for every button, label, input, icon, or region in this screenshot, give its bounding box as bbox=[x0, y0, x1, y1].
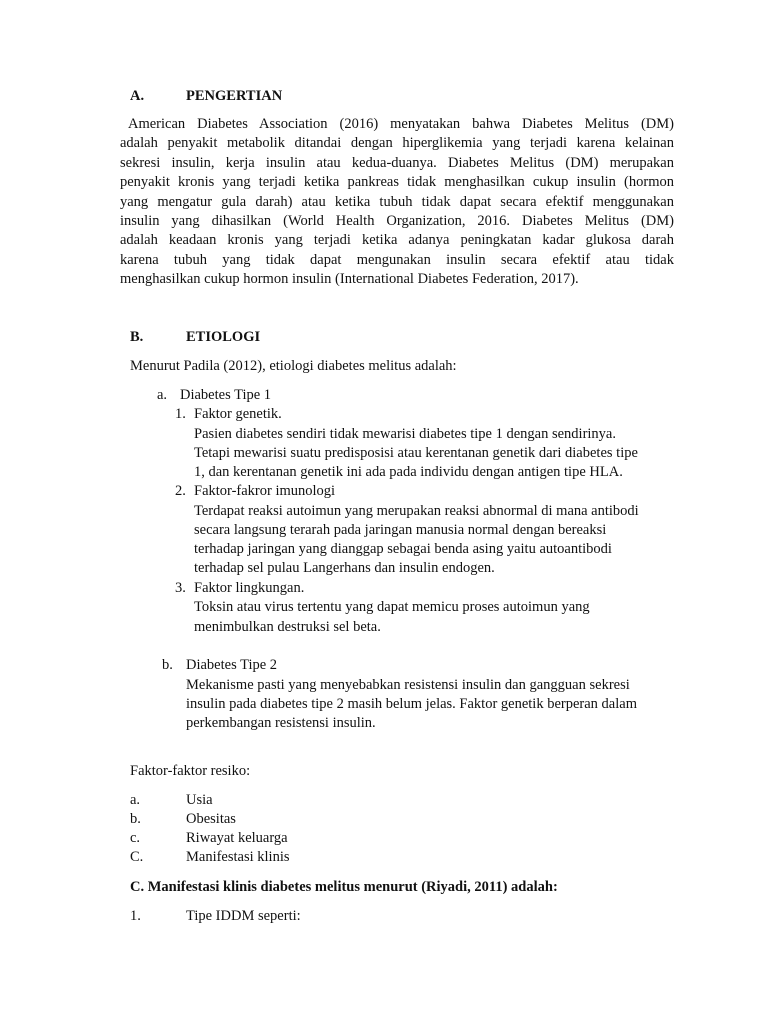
section-c-item-number: 1. bbox=[130, 908, 141, 924]
factor-text-line: Terdapat reaksi autoimun yang merupakan reaksi abnormal di mana antibodi bbox=[194, 503, 639, 519]
factor-text-line: Pasien diabetes sendiri tidak mewarisi diabetes tipe 1 dengan sendirinya. bbox=[194, 426, 616, 442]
section-c-letter: C bbox=[130, 879, 141, 895]
paragraph-line: penyakit kronis yang terjadi ketika pankreas tidak menghasilkan cukup insulin (hormon bbox=[120, 174, 674, 191]
section-b-letter: B. bbox=[130, 329, 144, 345]
paragraph-line: insulin yang dihasilkan (World Health Organization, 2016. Diabetes Melitus (DM) bbox=[120, 212, 674, 229]
factor-title: Faktor lingkungan. bbox=[194, 580, 305, 596]
type1-marker: a. bbox=[157, 387, 168, 403]
risk-item-text: Manifestasi klinis bbox=[186, 849, 290, 865]
factor-text-line: 1, dan kerentanan genetik ini ada pada individu dengan antigen tipe HLA. bbox=[194, 464, 623, 480]
section-b-intro: Menurut Padila (2012), etiologi diabetes melitus adalah: bbox=[130, 358, 457, 374]
factor-text-line: secara langsung terarah pada jaringan manusia normal dengan bereaksi bbox=[194, 522, 607, 538]
factor-number: 3. bbox=[175, 580, 186, 596]
paragraph-line: adalah penyakit metabolik ditandai dengan hiperglikemia yang terjadi karena kelainan bbox=[120, 135, 674, 152]
factor-text-line: Toksin atau virus tertentu yang dapat memicu proses autoimun yang bbox=[194, 599, 590, 615]
risk-item-marker: b. bbox=[130, 811, 141, 827]
paragraph-line: yang mengatur gula darah) atau ketika tubuh tidak dapat secara efektif menggunakan bbox=[120, 193, 674, 210]
risk-factors-title: Faktor-faktor resiko: bbox=[130, 763, 251, 779]
section-c-item-text: Tipe IDDM seperti: bbox=[186, 908, 301, 924]
type1-label: Diabetes Tipe 1 bbox=[180, 387, 272, 403]
factor-number: 1. bbox=[175, 406, 186, 422]
factor-text-line: terhadap jaringan yang dianggap sebagai benda asing yaitu autoantibodi bbox=[194, 541, 612, 557]
type2-label: Diabetes Tipe 2 bbox=[186, 657, 278, 673]
factor-text-line: menimbulkan destruksi sel beta. bbox=[194, 619, 381, 635]
paragraph-line: menghasilkan cukup hormon insulin (International Diabetes Federation, 2017). bbox=[120, 271, 579, 288]
type2-text-line: Mekanisme pasti yang menyebabkan resistensi insulin dan gangguan sekresi bbox=[186, 677, 630, 693]
paragraph-line: karena tubuh yang tidak dapat mengunakan insulin secara efektif atau tidak bbox=[120, 251, 674, 268]
paragraph-line: sekresi insulin, kerja insulin atau kedua-duanya. Diabetes Melitus (DM) merupakan bbox=[120, 154, 674, 171]
type2-text-line: insulin pada diabetes tipe 2 masih belum jelas. Faktor genetik berperan dalam bbox=[186, 696, 637, 712]
section-a-letter: A. bbox=[130, 88, 145, 104]
factor-number: 2. bbox=[175, 483, 186, 499]
section-a-title: PENGERTIAN bbox=[186, 88, 283, 104]
risk-item-text: Riwayat keluarga bbox=[186, 830, 288, 846]
factor-title: Faktor genetik. bbox=[194, 406, 282, 422]
risk-item-marker: C. bbox=[130, 849, 144, 865]
factor-title: Faktor-fakror imunologi bbox=[194, 483, 336, 499]
section-c-heading bbox=[130, 878, 558, 897]
factor-text-line: Tetapi mewarisi suatu predisposisi atau kerentanan genetik dari diabetes tipe bbox=[194, 445, 638, 461]
type2-text-line: perkembangan resistensi insulin. bbox=[186, 715, 376, 731]
section-c-title: . Manifestasi klinis diabetes melitus menurut (Riyadi, 2011) adalah: bbox=[140, 879, 558, 895]
risk-item-marker: c. bbox=[130, 830, 141, 846]
type2-marker: b. bbox=[162, 657, 173, 673]
paragraph-line: American Diabetes Association (2016) menyatakan bahwa Diabetes Melitus (DM) bbox=[128, 116, 674, 132]
section-a-paragraph bbox=[120, 115, 674, 290]
risk-item-text: Usia bbox=[186, 792, 213, 808]
paragraph-line: adalah keadaan kronis yang terjadi ketika adanya peningkatan kadar glukosa darah bbox=[120, 232, 674, 249]
factor-text-line: terhadap sel pulau Langerhans dan insulin endogen. bbox=[194, 560, 495, 576]
risk-item-text: Obesitas bbox=[186, 811, 236, 827]
risk-item-marker: a. bbox=[130, 792, 141, 808]
section-b-title: ETIOLOGI bbox=[186, 329, 261, 345]
